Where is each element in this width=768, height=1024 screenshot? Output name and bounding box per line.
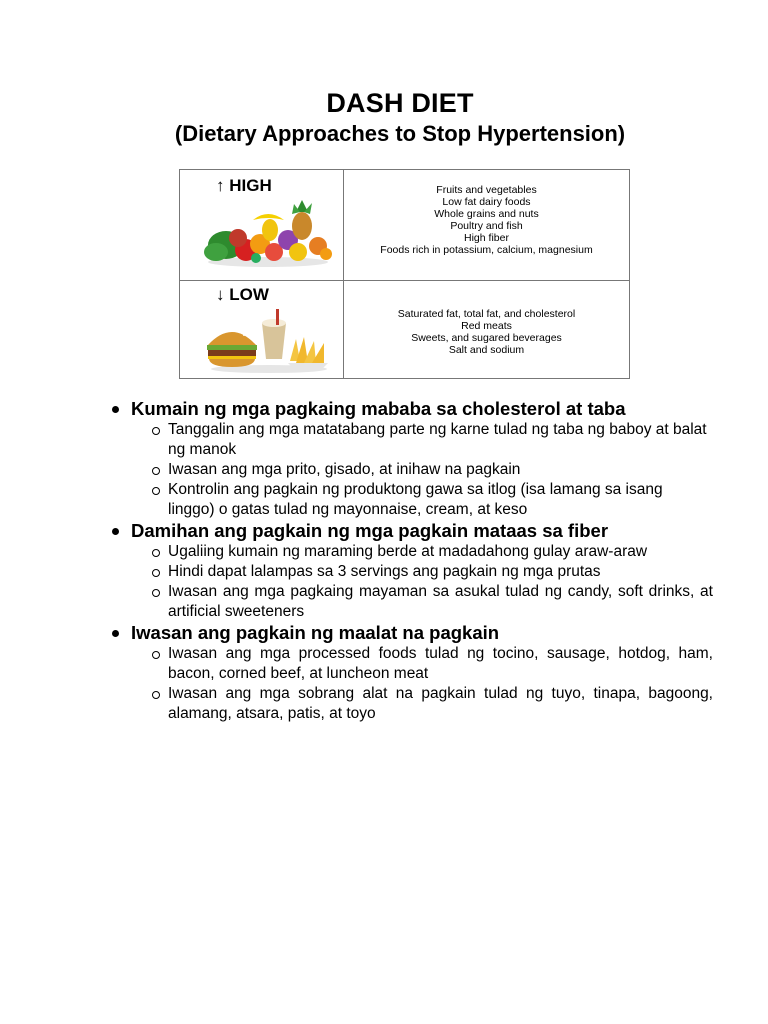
low-item: Saturated fat, total fat, and cholesterol bbox=[397, 308, 576, 320]
section-heading bbox=[0, 622, 768, 644]
guidelines bbox=[0, 398, 768, 724]
hollow-circle-icon bbox=[152, 569, 160, 577]
list-item bbox=[0, 542, 713, 562]
high-items-list bbox=[344, 184, 629, 256]
fast-food-image bbox=[204, 309, 334, 375]
list-item bbox=[0, 684, 713, 724]
list-item-text: Iwasan ang mga prito, gisado, at inihaw na pagkain bbox=[168, 461, 521, 478]
low-label: ↓ LOW bbox=[216, 285, 269, 304]
list-item bbox=[0, 562, 713, 582]
hollow-circle-icon bbox=[152, 467, 160, 475]
section-heading bbox=[0, 398, 768, 420]
section-cholesterol bbox=[0, 398, 768, 520]
list-item bbox=[0, 420, 713, 460]
fruits-vegetables-image bbox=[198, 200, 338, 270]
bullet-dot-icon bbox=[112, 406, 119, 413]
hollow-circle-icon bbox=[152, 589, 160, 597]
bullet-dot-icon bbox=[112, 528, 119, 535]
list-item bbox=[0, 480, 713, 520]
high-item: Low fat dairy foods bbox=[442, 196, 531, 208]
list-item-text: Tanggalin ang mga matatabang parte ng karne tulad ng taba ng baboy at balat ng manok bbox=[168, 421, 707, 458]
low-items-list bbox=[344, 308, 629, 356]
section-heading-text: Damihan ang pagkain ng mga pagkain mataas sa fiber bbox=[131, 520, 609, 541]
low-row bbox=[180, 281, 629, 378]
list-item-text: Kontrolin ang pagkain ng produktong gawa sa itlog (isa lamang sa isang linggo) o gatas tulad ng mayonnaise, cream, at keso bbox=[168, 481, 663, 518]
high-items-cell bbox=[344, 170, 629, 280]
low-item: Salt and sodium bbox=[448, 344, 525, 356]
section-fiber bbox=[0, 520, 768, 622]
section-heading-text: Iwasan ang pagkain ng maalat na pagkain bbox=[131, 622, 500, 643]
low-items-cell bbox=[344, 281, 629, 378]
high-label: ↑ HIGH bbox=[216, 176, 272, 195]
sub-list bbox=[0, 542, 768, 622]
list-item bbox=[0, 460, 713, 480]
section-heading bbox=[0, 520, 768, 542]
list-item-text: Ugaliing kumain ng maraming berde at madadahong gulay araw-araw bbox=[168, 543, 648, 560]
low-label-cell bbox=[180, 281, 344, 378]
high-item: Fruits and vegetables bbox=[436, 184, 537, 196]
page-title: DASH DIET bbox=[326, 88, 474, 118]
section-salt bbox=[0, 622, 768, 724]
page-subtitle: (Dietary Approaches to Stop Hypertension) bbox=[174, 121, 626, 146]
hollow-circle-icon bbox=[152, 691, 160, 699]
sub-list bbox=[0, 644, 768, 724]
high-label-cell bbox=[180, 170, 344, 280]
hollow-circle-icon bbox=[152, 427, 160, 435]
list-item bbox=[0, 644, 713, 684]
low-item: Red meats bbox=[461, 320, 512, 332]
high-item: Poultry and fish bbox=[450, 220, 523, 232]
hollow-circle-icon bbox=[152, 549, 160, 557]
hollow-circle-icon bbox=[152, 651, 160, 659]
high-row bbox=[180, 170, 629, 281]
sub-list bbox=[0, 420, 768, 520]
high-item: High fiber bbox=[464, 232, 509, 244]
high-item: Foods rich in potassium, calcium, magnesium bbox=[380, 244, 593, 256]
list-item-text: Iwasan ang mga pagkaing mayaman sa asukal tulad ng candy, soft drinks, at artificial sweeteners bbox=[168, 583, 713, 620]
bullet-dot-icon bbox=[112, 630, 119, 637]
high-item: Whole grains and nuts bbox=[434, 208, 539, 220]
hollow-circle-icon bbox=[152, 487, 160, 495]
low-item: Sweets, and sugared beverages bbox=[411, 332, 562, 344]
section-heading-text: Kumain ng mga pagkaing mababa sa cholesterol at taba bbox=[131, 398, 626, 419]
list-item-text: Hindi dapat lalampas sa 3 servings ang pagkain ng mga prutas bbox=[168, 563, 601, 580]
list-item-text: Iwasan ang mga processed foods tulad ng tocino, sausage, hotdog, ham, bacon, corned beef, at luncheon meat bbox=[168, 645, 713, 682]
list-item bbox=[0, 582, 713, 622]
list-item-text: Iwasan ang mga sobrang alat na pagkain tulad ng tuyo, tinapa, bagoong, alamang, atsara, patis, at toyo bbox=[168, 685, 713, 722]
diet-table bbox=[179, 169, 630, 379]
